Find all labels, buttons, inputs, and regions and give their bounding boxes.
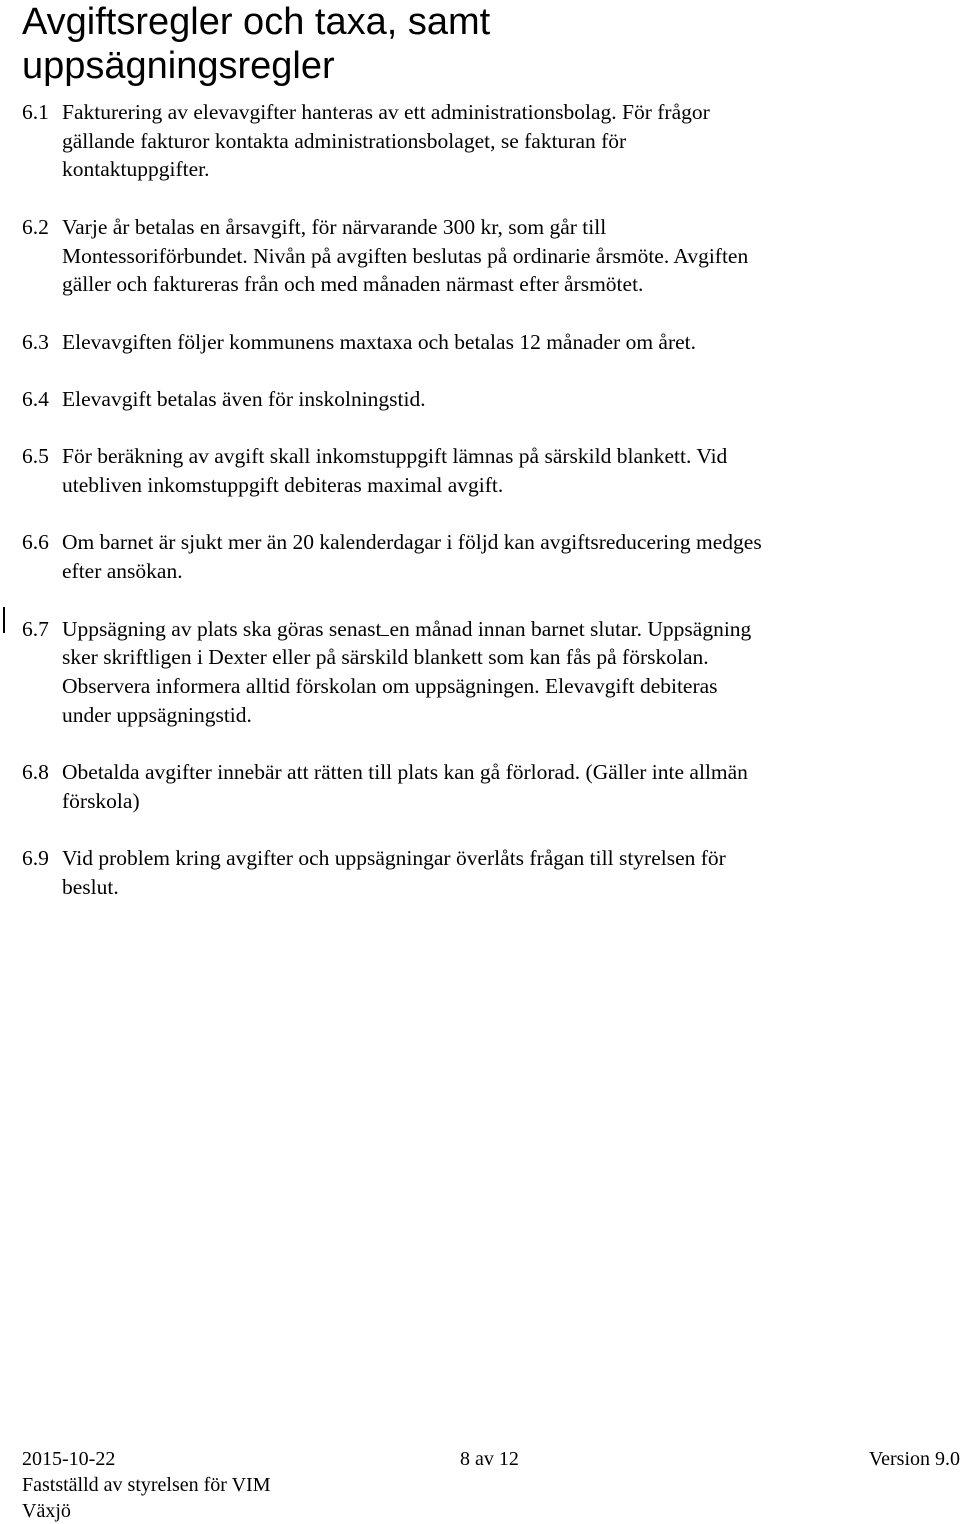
document-title bbox=[22, 0, 922, 88]
rule-item-6-4 bbox=[22, 385, 942, 414]
rule-item-6-8 bbox=[22, 758, 942, 815]
rule-item-6-7 bbox=[22, 615, 942, 730]
rule-item-6-3 bbox=[22, 328, 942, 357]
rule-item-6-1 bbox=[22, 98, 942, 184]
rule-text: Fakturering av elevavgifter hanteras av ett administrationsbolag. För frågor gällande fakturor kontakta administrationsbolaget, se fakturan för kontaktuppgifter. bbox=[62, 100, 710, 182]
footer-page-number: 8 av 12 bbox=[460, 1448, 519, 1470]
footer-date: 2015-10-22 bbox=[22, 1448, 116, 1470]
rule-text: Om barnet är sjukt mer än 20 kalenderdagar i följd kan avgiftsreducering medges efter ansökan. bbox=[62, 530, 762, 584]
footer-row-3 bbox=[22, 1498, 960, 1524]
rule-item-6-6 bbox=[22, 528, 942, 585]
rule-number: 6.1 bbox=[22, 100, 49, 124]
rules-list bbox=[22, 98, 942, 930]
rule-text: För beräkning av avgift skall inkomstuppgift lämnas på särskild blankett. Vid utebliven inkomstuppgift debiteras maximal avgift. bbox=[62, 444, 728, 498]
rule-item-6-5 bbox=[22, 442, 942, 499]
title-line-1: Avgiftsregler och taxa, samt bbox=[22, 1, 491, 43]
rule-number: 6.7 bbox=[22, 616, 49, 641]
rule-text: Vid problem kring avgifter och uppsägningar överlåts frågan till styrelsen för beslut. bbox=[62, 846, 726, 899]
rule-item-6-9 bbox=[22, 844, 942, 901]
rule-number: 6.8 bbox=[22, 760, 49, 785]
rule-text: Elevavgift betalas även för inskolningstid. bbox=[62, 386, 426, 411]
footer-version: Version 9.0 bbox=[868, 1448, 960, 1470]
rule-number: 6.2 bbox=[22, 214, 49, 239]
rule-text-part-b: en månad innan barnet slutar. Uppsägning sker skriftligen i Dexter eller på särskild blankett som kan fås på förskolan. Observera informera alltid förskolan om uppsägningen. Elevavgift debiteras under uppsägningstid. bbox=[62, 616, 752, 727]
rule-text: Varje år betalas en årsavgift, för närvarande 300 kr, som går till Montessoriförbundet. Nivån på avgiften beslutas på ordinarie årsmöte. Avgiften gäller och faktureras från och med månaden närmast efter årsmötet. bbox=[62, 214, 749, 297]
footer-row-1 bbox=[22, 1446, 960, 1472]
footer-row-2 bbox=[22, 1472, 960, 1498]
rule-text-part-a: Uppsägning av plats ska göras senast bbox=[62, 616, 382, 641]
rule-number: 6.4 bbox=[22, 386, 49, 411]
rule-text bbox=[62, 615, 762, 730]
rule-item-6-2 bbox=[22, 213, 942, 299]
footer-place: Växjö bbox=[22, 1500, 71, 1522]
footer-adopted-by: Fastställd av styrelsen för VIM bbox=[22, 1474, 271, 1496]
title-line-2: uppsägningsregler bbox=[22, 45, 335, 87]
rule-number: 6.9 bbox=[22, 846, 49, 871]
rule-text: Obetalda avgifter innebär att rätten till plats kan gå förlorad. (Gäller inte allmän förskola) bbox=[62, 760, 748, 813]
rule-number: 6.6 bbox=[22, 530, 49, 555]
rule-number: 6.5 bbox=[22, 444, 49, 469]
rule-number: 6.3 bbox=[22, 329, 49, 354]
page-footer bbox=[22, 1446, 960, 1524]
rule-text: Elevavgiften följer kommunens maxtaxa och betalas 12 månader om året. bbox=[62, 329, 697, 354]
revision-bar bbox=[3, 607, 5, 633]
